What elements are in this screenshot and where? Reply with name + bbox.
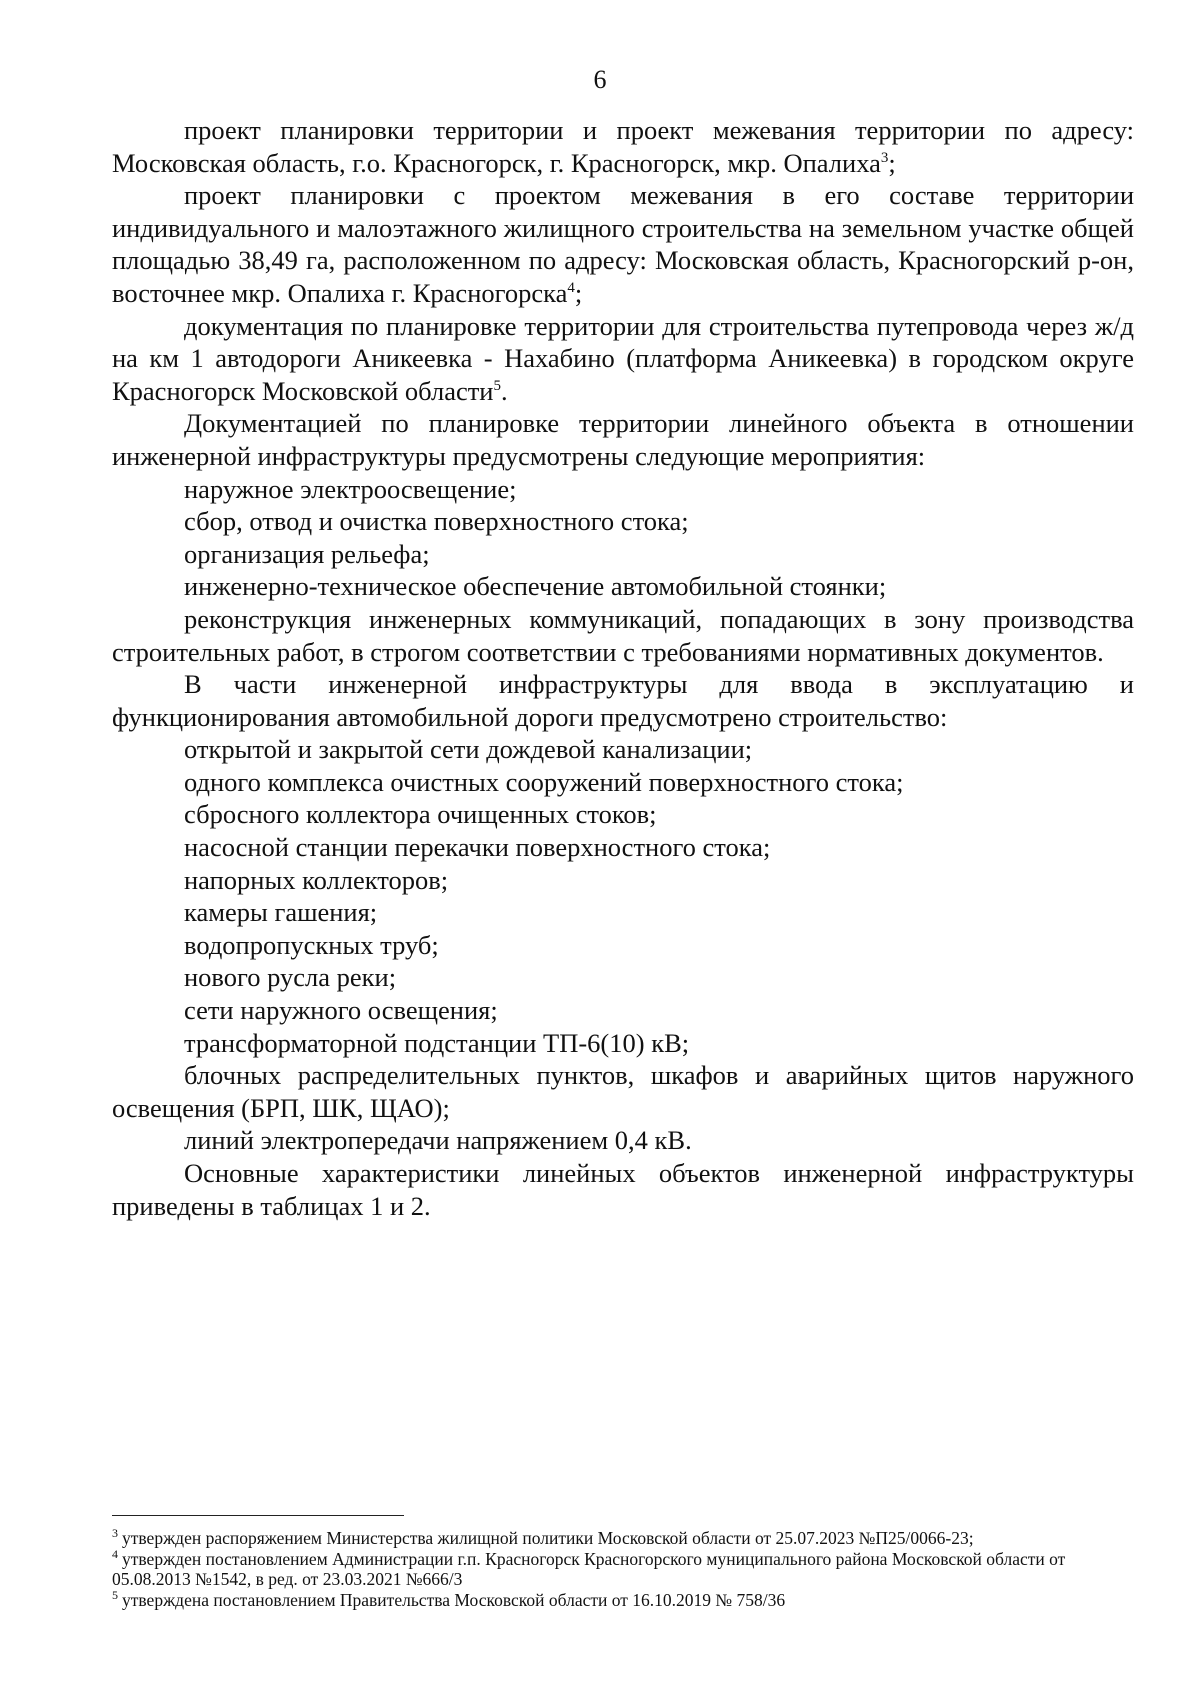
list-item: напорных коллекторов; bbox=[184, 864, 449, 895]
paragraph: Документацией по планировке территории линейного объекта в отношении инженерной инфраструктуры предусмотрены следующие мероприятия: bbox=[112, 408, 1134, 471]
paragraph bbox=[112, 114, 1134, 179]
list-item: наружное электроосвещение; bbox=[184, 473, 517, 504]
list-item: насосной станции перекачки поверхностного стока; bbox=[184, 832, 771, 863]
footnote-mark: 4 bbox=[112, 1546, 118, 1561]
footnote-ref: 3 bbox=[880, 149, 889, 166]
paragraph-tail: . bbox=[501, 375, 508, 406]
footnote-divider bbox=[112, 1515, 404, 1516]
list-item: нового русла реки; bbox=[184, 962, 397, 993]
footnote bbox=[112, 1528, 1134, 1549]
list-item: сбор, отвод и очистка поверхностного стока; bbox=[184, 506, 689, 537]
footnote-text: утвержден постановлением Администрации г.п. Красногорск Красногорского муниципального района Московской области от 05.08.2013 №1542, в ред. от 23.03.2021 №666/3 bbox=[112, 1548, 1066, 1589]
body-text bbox=[112, 114, 1134, 1222]
footnote-mark: 3 bbox=[112, 1526, 118, 1541]
footnote-text: утвержден распоряжением Министерства жилищной политики Московской области от 25.07.2023 №П25/0066-23; bbox=[122, 1528, 974, 1548]
list-item: камеры гашения; bbox=[184, 897, 378, 928]
paragraph-text: проект планировки территории и проект межевания территории по адресу: Московская область, г.о. Красногорск, г. Красногорск, мкр. Опалиха bbox=[112, 115, 1134, 178]
footnote-mark: 5 bbox=[112, 1587, 118, 1602]
paragraph-text: проект планировки с проектом межевания в его составе территории индивидуального и малоэтажного жилищного строительства на земельном участке общей площадью 38,49 га, расположенном по адресу: Московская область, Красногорский р-он, восточнее мкр. Опалиха г. Красногорска bbox=[112, 180, 1134, 308]
footnote-ref: 5 bbox=[493, 377, 501, 394]
list-item: открытой и закрытой сети дождевой канализации; bbox=[184, 734, 753, 765]
list-item: трансформаторной подстанции ТП-6(10) кВ; bbox=[184, 1027, 690, 1058]
list-item: блочных распределительных пунктов, шкафов и аварийных щитов наружного освещения (БРП, ШК, ЩАО); bbox=[112, 1060, 1134, 1123]
footnote-ref: 4 bbox=[567, 280, 575, 297]
footnote bbox=[112, 1546, 1134, 1590]
footnotes bbox=[112, 1528, 1134, 1610]
paragraph: В части инженерной инфраструктуры для ввода в эксплуатацию и функционирования автомобильной дороги предусмотрено строительство: bbox=[112, 669, 1134, 732]
list-item: линий электропередачи напряжением 0,4 кВ. bbox=[184, 1125, 692, 1156]
list-item: организация рельефа; bbox=[184, 538, 430, 569]
paragraph-tail: ; bbox=[574, 277, 583, 308]
list-item: инженерно-техническое обеспечение автомобильной стоянки; bbox=[184, 571, 887, 602]
paragraph bbox=[112, 310, 1134, 408]
list-item: одного комплекса очистных сооружений поверхностного стока; bbox=[184, 766, 904, 797]
paragraph-tail: ; bbox=[888, 147, 896, 178]
list-item: водопропускных труб; bbox=[184, 929, 439, 960]
footnote-text: утверждена постановлением Правительства Московской области от 16.10.2019 № 758/36 bbox=[122, 1589, 786, 1610]
list-item: сети наружного освещения; bbox=[184, 995, 498, 1026]
list-item: сбросного коллектора очищенных стоков; bbox=[184, 799, 657, 830]
page-number: 6 bbox=[593, 65, 607, 94]
paragraph: Основные характеристики линейных объектов инженерной инфраструктуры приведены в таблицах 1 и 2. bbox=[112, 1158, 1134, 1221]
list-item: реконструкция инженерных коммуникаций, попадающих в зону производства строительных работ, в строгом соответствии с требованиями нормативных документов. bbox=[112, 603, 1134, 667]
paragraph bbox=[112, 179, 1134, 309]
footnote bbox=[112, 1587, 1134, 1611]
paragraph-text: документация по планировке территории для строительства путепровода через ж/д на км 1 автодороги Аникеевка - Нахабино (платформа Аникеевка) в городском округе Красногорск Московской области bbox=[112, 310, 1134, 406]
